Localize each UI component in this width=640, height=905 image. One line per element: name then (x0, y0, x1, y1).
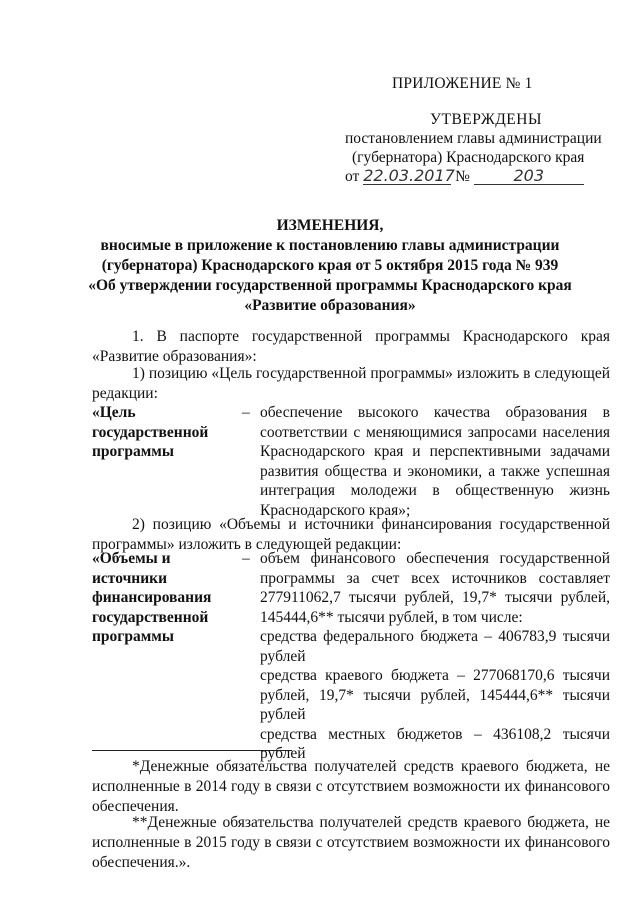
appendix-label: ПРИЛОЖЕНИЕ № 1 (392, 75, 533, 92)
funding-regional: средства краевого бюджета – 277068170,6 тысячи рублей, 19,7* тысячи рублей, 145444,6** тысячи рублей (260, 667, 610, 723)
funding-total: объем финансового обеспечения государственной программы за счет всех источников составляет 277911062,7 тысячи рублей, 19,7* тысячи рублей, 145444,6** тысячи рублей, в том числе: (260, 550, 610, 626)
footnote-divider (92, 750, 292, 751)
funding-row (92, 549, 610, 762)
funding-value (260, 549, 610, 764)
funding-local: средства местных бюджетов – 436108,2 тысячи рублей (260, 725, 610, 762)
number-prefix: № (455, 168, 470, 185)
date-prefix: от (345, 168, 360, 185)
item-1-2: 2) позицию «Объемы и источники финансирования государственной программы» изложить в следующей редакции: (92, 516, 610, 553)
funding-federal: средства федерального бюджета – 406783,9 тысячи рублей (260, 628, 610, 665)
handwritten-date: 22.03.2017 (363, 166, 455, 185)
goal-dash: – (242, 404, 250, 421)
funding-label: «Объемы и источники финансирования государственной программы (92, 550, 212, 645)
handwritten-number: 203 (474, 168, 584, 185)
title-line5: «Развитие образования» (244, 297, 416, 314)
footnote-2: **Денежные обязательства получателей средств краевого бюджета, не исполненные в 2015 году в связи с отсутствием возможности их финансового обеспечения.». (92, 814, 610, 871)
title-line3: (губернатора) Краснодарского края от 5 октября 2015 года № 939 (101, 257, 559, 274)
approved-date-line (345, 168, 584, 186)
document-title: ИЗМЕНЕНИЯ, (276, 217, 384, 234)
title-line4: «Об утверждении государственной программы Краснодарского края (88, 277, 572, 294)
goal-value: обеспечение высокого качества образования в соответствии с меняющимися запросами населения Краснодарского края и перспективными задачами развития общества и экономики, а также успешная интеграция молодежи в общественную жизнь Краснодарского края»; (260, 404, 610, 519)
approved-by-line1: постановлением главы администрации (345, 130, 602, 147)
title-line2: вносимые в приложение к постановлению главы администрации (100, 237, 560, 254)
goal-row (92, 403, 610, 519)
goal-label: «Цель государственной программы (92, 404, 209, 460)
item-1-1: 1) позицию «Цель государственной программы» изложить в следующей редакции: (92, 365, 610, 402)
funding-dash: – (242, 550, 250, 567)
footnote-1: *Денежные обязательства получателей средств краевого бюджета, не исполненные в 2014 году в связи с отсутствием возможности их финансового обеспечения. (92, 758, 610, 815)
approved-heading: УТВЕРЖДЕНЫ (430, 111, 542, 128)
approved-by-line2: (губернатора) Краснодарского края (352, 149, 585, 166)
item-1: 1. В паспорте государственной программы Краснодарского края «Развитие образования»: (92, 328, 610, 365)
